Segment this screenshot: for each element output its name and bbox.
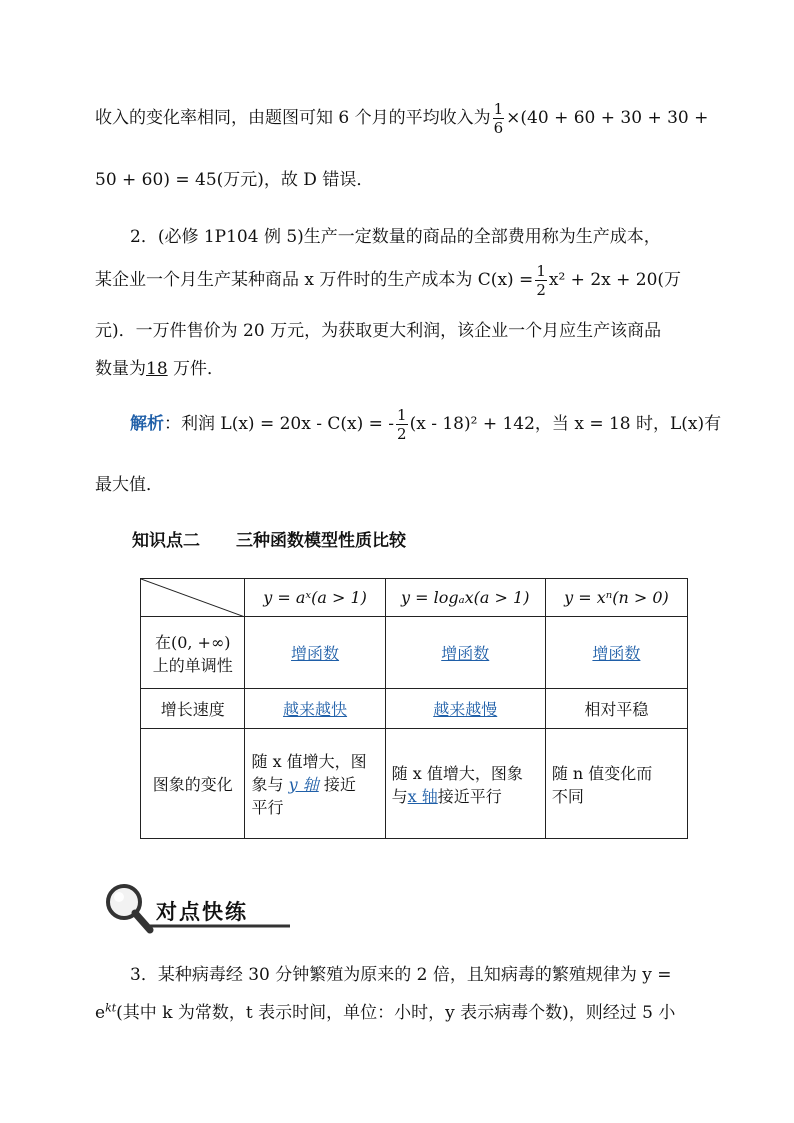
text-segment: 接近平行 (437, 786, 502, 806)
text-segment: (其中 k 为常数，t 表示时间，单位：小时，y 表示病毒个数)，则经过 5 小 (116, 1003, 676, 1023)
row-label: 增长速度 (141, 689, 245, 729)
table-header: y = logₐx(a > 1) (385, 579, 545, 617)
table-cell: 增函数 (592, 644, 641, 663)
table-row (141, 579, 688, 617)
table-cell: 增函数 (441, 644, 490, 663)
table-header: y = xⁿ(n > 0) (545, 579, 687, 617)
text-segment: 象与 (251, 775, 284, 794)
fraction-numerator: 1 (536, 262, 546, 280)
diagonal-line (141, 579, 245, 617)
answer-blank: 18 (146, 359, 168, 379)
text-segment: 某企业一个月生产某种商品 x 万件时的生产成本为 C(x) = (95, 270, 534, 290)
table-cell: 相对平稳 (584, 700, 649, 719)
text-segment: 收入的变化率相同，由题图可知 6 个月的平均收入为 (95, 108, 491, 128)
table-cell (245, 729, 385, 839)
table-row (141, 729, 688, 839)
solution-label: 解析 (130, 414, 164, 434)
row-label-line: 上的单调性 (152, 655, 233, 675)
table-cell (385, 729, 545, 839)
fraction-denominator: 2 (536, 281, 546, 299)
cell-line: 随 x 值增大，图象 (391, 763, 523, 783)
question-3-line: 3．某种病毒经 30 分钟繁殖为原来的 2 倍，且知病毒的繁殖规律为 y = (130, 965, 672, 985)
table-cell (545, 729, 687, 839)
row-label-line: 在(0, +∞) (154, 632, 231, 652)
solution-line: 最大值． (95, 475, 163, 495)
text-segment: 万件． (167, 359, 225, 379)
row-label: 图象的变化 (141, 729, 245, 839)
text-line: 50 + 60) = 45(万元)，故 D 错误． (95, 170, 374, 190)
table-cell: 越来越慢 (433, 700, 498, 719)
fraction (493, 100, 505, 137)
comparison-table (140, 578, 688, 839)
text-segment: ：利润 L(x) = 20x - C(x) = - (164, 414, 395, 434)
section-heading (132, 526, 406, 551)
fraction-denominator: 2 (397, 425, 407, 443)
table-cell: 增函数 (291, 644, 340, 663)
fraction (535, 262, 547, 299)
cell-line (392, 784, 539, 807)
text-segment: 数量为 (95, 359, 146, 379)
cell-line: 不同 (551, 786, 584, 806)
cell-line: 平行 (251, 798, 284, 817)
text-segment: ×(40 + 60 + 30 + 30 + (506, 108, 709, 128)
magnifier-icon (108, 886, 150, 930)
diagonal-header-cell (141, 579, 245, 617)
text-segment: 接近 (323, 775, 356, 794)
fraction-denominator: 6 (493, 119, 504, 137)
question-2-line (95, 262, 681, 299)
fraction (396, 406, 408, 443)
cell-line (251, 772, 378, 795)
table-row (141, 689, 688, 729)
text-line (95, 100, 708, 137)
section-number: 知识点二 (132, 531, 200, 551)
text-segment: e (95, 1003, 106, 1023)
cell-line: 随 x 值增大，图 (251, 752, 367, 771)
question-2-line (95, 354, 224, 379)
quick-practice-title: 对点快练 (156, 900, 248, 924)
solution-line (130, 406, 721, 443)
table-header: y = aˣ(a > 1) (245, 579, 385, 617)
text-segment: x² + 2x + 20(万 (548, 270, 682, 290)
text-segment: (x - 18)² + 142，当 x = 18 时，L(x)有 (409, 414, 722, 434)
question-2-line: 2．(必修 1P104 例 5)生产一定数量的商品的全部费用称为生产成本， (130, 227, 661, 247)
question-2-line: 元)．一万件售价为 20 万元，为获取更大利润，该企业一个月应生产该商品 (95, 321, 662, 341)
cell-line: 随 n 值变化而 (551, 763, 653, 783)
answer-blank: x 轴 (407, 786, 438, 806)
section-title: 三种函数模型性质比较 (236, 531, 406, 551)
fraction-numerator: 1 (493, 100, 504, 118)
fraction-numerator: 1 (397, 406, 407, 424)
answer-blank: y 轴 (288, 775, 319, 794)
text-segment: 与 (391, 786, 408, 806)
table-row (141, 617, 688, 689)
row-label (141, 617, 245, 689)
question-3-line (95, 998, 675, 1023)
exponent: kt (105, 1001, 117, 1015)
table-cell: 越来越快 (283, 700, 348, 719)
